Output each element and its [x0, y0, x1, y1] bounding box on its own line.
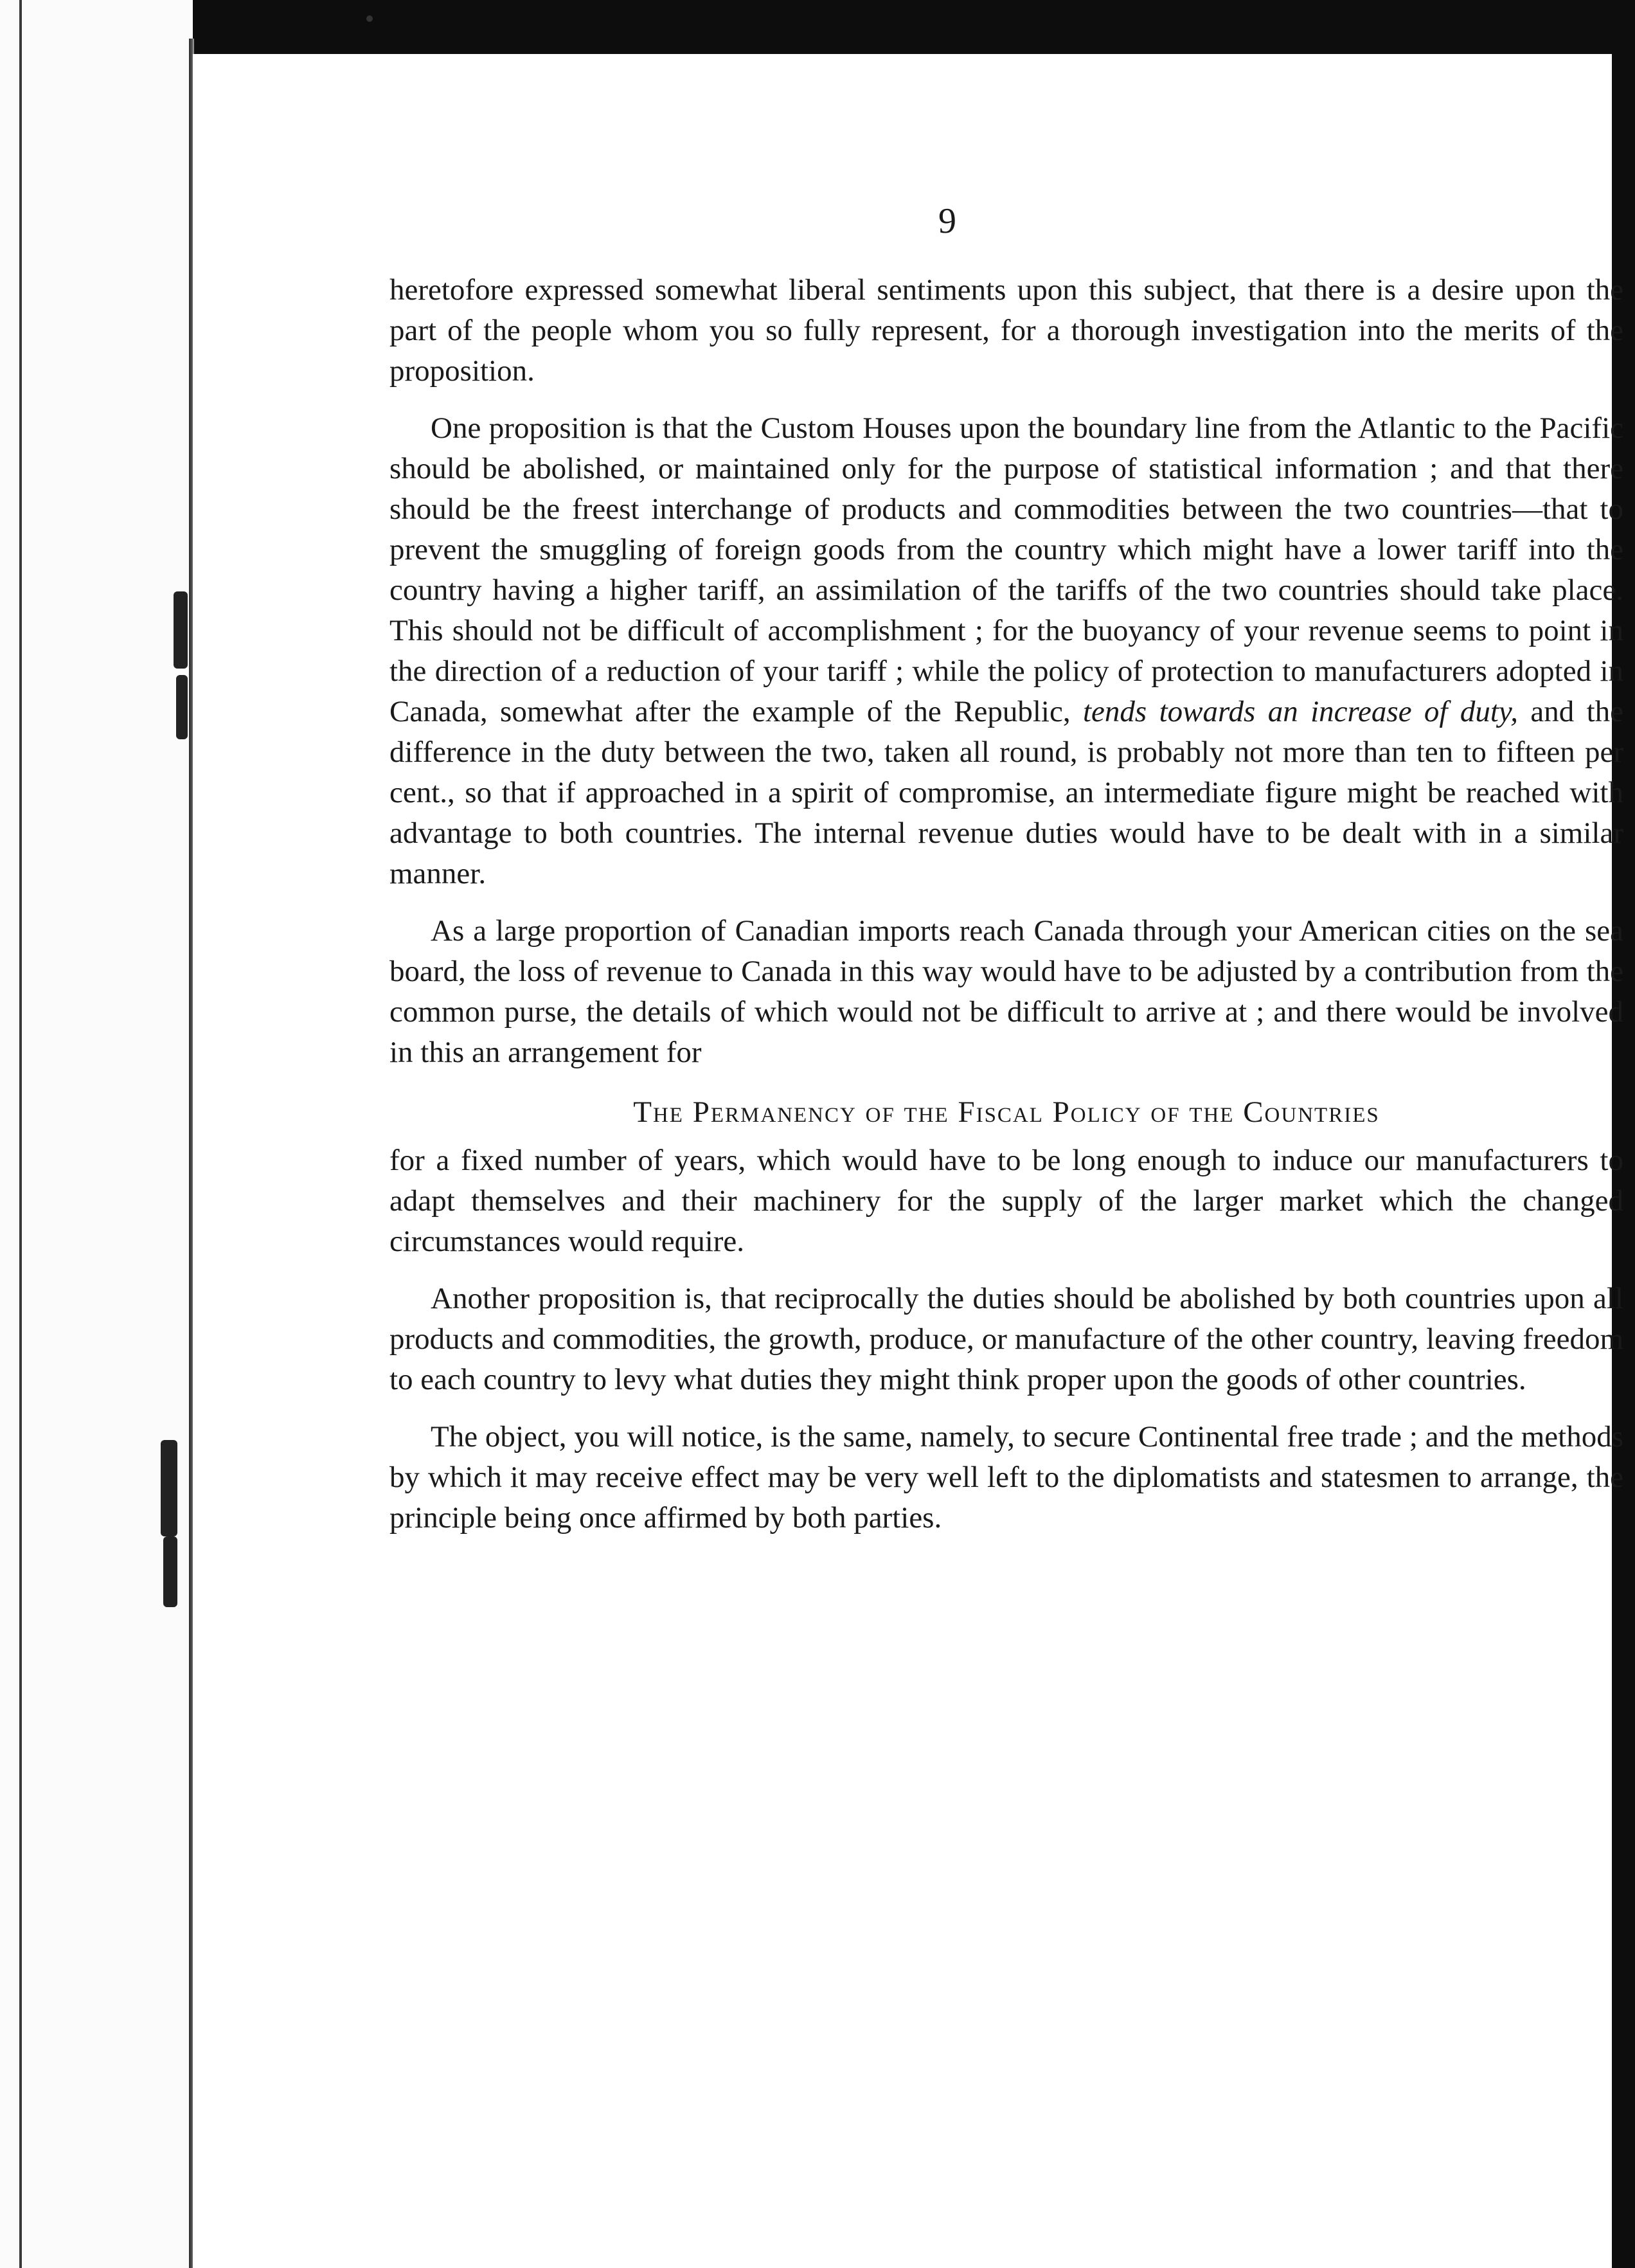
paragraph: for a fixed number of years, which would have to be long enough to induce our manufacturers to adapt themselves and their machinery for the supply of the larger market which the changed circumstances would require. — [389, 1144, 1623, 1258]
body-text — [389, 270, 1623, 1555]
staple-mark — [163, 1536, 177, 1607]
staple-mark — [176, 675, 188, 739]
italic-phrase: tends towards an increase of duty, — [1082, 695, 1518, 728]
paragraph: The object, you will notice, is the same, namely, to secure Continental free trade ; and the methods by which it may receive effect may be very well left to the diplomatists and statesmen to arrange, the principle being once affirmed by both parties. — [389, 1420, 1623, 1534]
scan-speck — [366, 15, 373, 22]
scan-edge-line — [19, 0, 22, 2268]
section-heading: The Permanency of the Fiscal Policy of the Countries — [633, 1095, 1380, 1129]
paragraph-text: and the difference in the duty between the two, taken all round, is probably not more than ten to fifteen per cent., so that if approached in a spirit of compromise, an intermediate figure might be reached with advantage to both countries. The internal revenue duties would have to be dealt with in a similar manner. — [389, 695, 1623, 890]
paragraph: heretofore expressed somewhat liberal sentiments upon this subject, that there is a desire upon the part of the people whom you so fully represent, for a thorough investigation into the merits of the proposition. — [389, 273, 1623, 388]
paragraph: As a large proportion of Canadian imports reach Canada through your American cities on the sea board, the loss of revenue to Canada in this way would have to be adjusted by a contribution from the common purse, the details of which would not be difficult to arrive at ; and there would be involved in this an arrangement for — [389, 914, 1623, 1069]
scan-top-border — [193, 0, 1635, 54]
document-page — [193, 54, 1623, 2268]
paragraph: Another proposition is, that reciprocally the duties should be abolished by both countries upon all products and commodities, the growth, produce, or manufacture of the other country, leaving freedom to each country to levy what duties they might think proper upon the goods of other countries. — [389, 1282, 1623, 1396]
paragraph-text: One proposition is that the Custom Houses upon the boundary line from the Atlantic to the Pacific should be abolished, or maintained only for the purpose of statistical information ; and that there should be the freest interchange of products and commodities between the two countries—that to prevent the smuggling of foreign goods from the country which might have a lower tariff into the country having a higher tariff, an assimilation of the tariffs of the two countries should take place. This should not be difficult of accomplishment ; for the buoyancy of your revenue seems to point in the direction of a reduction of your tariff ; while the policy of protection to manufacturers adopted in Canada, somewhat after the example of the Republic, — [389, 411, 1623, 728]
paragraph — [389, 408, 1623, 894]
scan-left-margin — [0, 0, 193, 2268]
page-number: 9 — [938, 201, 956, 241]
staple-mark — [174, 591, 188, 669]
staple-mark — [161, 1440, 177, 1536]
